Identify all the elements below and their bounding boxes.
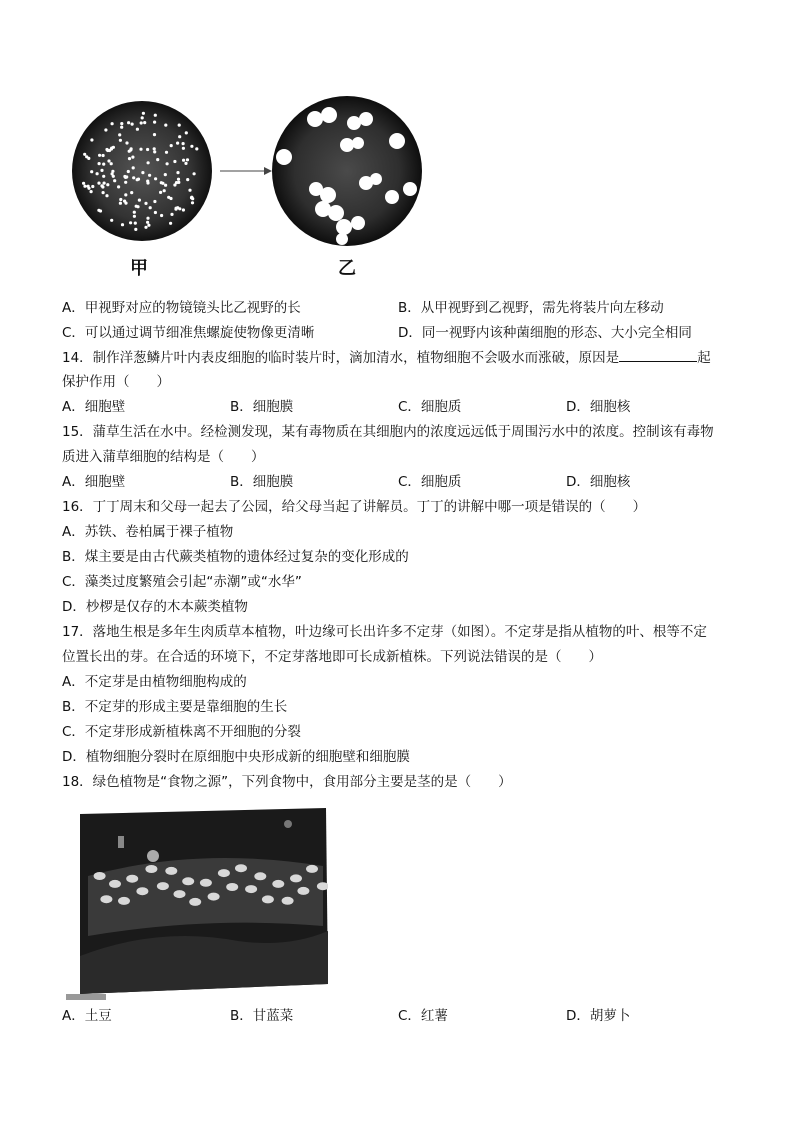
q18-option-b: B．甘蓝菜 — [230, 1008, 294, 1024]
bacteria-dot — [142, 112, 145, 115]
bacteria-dot — [85, 155, 88, 158]
q16-option-c: C．藻类过度繁殖会引起“赤潮”或“水华” — [62, 574, 302, 590]
bacteria-dot — [190, 196, 193, 199]
bacteria-dot — [102, 154, 105, 157]
bacteria-dot — [182, 208, 185, 211]
bacteria-dot — [195, 147, 198, 150]
bacteria-dot — [124, 181, 127, 184]
bacteria-dot — [182, 147, 185, 150]
bacteria-dot — [90, 190, 93, 193]
bacteria-dot — [90, 170, 93, 173]
q14-option-c: C．细胞质 — [398, 399, 462, 415]
bacteria-dot — [83, 153, 86, 156]
bacteria-dot — [98, 162, 101, 165]
bacteria-dot — [119, 198, 122, 201]
plantlet-bud — [235, 864, 247, 872]
bacteria-dot — [106, 183, 109, 186]
q18-option-a: A．土豆 — [62, 1008, 112, 1024]
bacteria-dot — [100, 169, 103, 172]
bacteria-dot — [147, 224, 150, 227]
bacteria-dot — [163, 189, 166, 192]
bacteria-dot — [102, 175, 105, 178]
bacteria-dot — [111, 172, 114, 175]
bacteria-dot — [125, 141, 128, 144]
microscope-views-illustration — [70, 85, 440, 285]
bacteria-dot — [124, 176, 127, 179]
bacteria-dot — [119, 202, 122, 205]
bacteria-dot — [190, 145, 193, 148]
bacteria-dot — [105, 148, 108, 151]
q14-answer-blank — [619, 347, 697, 362]
plantlet-bud — [226, 883, 238, 891]
bacteria-dot — [133, 211, 136, 214]
plantlet-bud — [262, 895, 274, 903]
plantlet-bud — [94, 872, 106, 880]
q18-option-d: D．胡萝卜 — [566, 1008, 631, 1024]
plantlet-bud — [282, 897, 294, 905]
bacteria-dot — [178, 124, 181, 127]
q17-stem-line2: 位置长出的芽。在合适的环境下，不定芽落地即可长成新植株。下列说法错误的是（ ） — [62, 649, 602, 665]
plantlet-bud — [189, 898, 201, 906]
bacteria-dot — [97, 182, 100, 185]
plantlet-bud — [136, 887, 148, 895]
bacteria-dot — [127, 170, 130, 173]
bacteria-dot — [146, 148, 149, 151]
bacteria-dot — [138, 199, 141, 202]
q14-stem-line1 — [62, 347, 711, 368]
q17-option-c: C．不定芽形成新植株离不开细胞的分裂 — [62, 724, 301, 740]
bacteria-dot — [117, 185, 120, 188]
bacteria-dot — [167, 196, 170, 199]
q14-stem-line2: 保护作用（ ） — [62, 374, 170, 390]
bacteria-dot — [148, 174, 151, 177]
plantlet-bud — [118, 897, 130, 905]
bacteria-dot — [118, 133, 121, 136]
bacteria-dot — [169, 222, 172, 225]
bacteria-dot — [102, 163, 105, 166]
plant-photo — [78, 806, 328, 1001]
q13-option-c: C．可以通过调节细准焦螺旋使物像更清晰 — [62, 325, 315, 341]
bacteria-dot — [175, 181, 178, 184]
bacteria-dot — [175, 207, 178, 210]
figure-label-yi: 乙 — [338, 258, 356, 279]
bacteria-dot — [164, 173, 167, 176]
bacteria-dot — [153, 133, 156, 136]
bacteria-dot — [143, 121, 146, 124]
q14-option-a: A．细胞壁 — [62, 399, 126, 415]
bacteria-dot — [134, 228, 137, 231]
microscope-figure — [70, 85, 440, 285]
bacteria-dot — [83, 185, 86, 188]
bacteria-dot — [160, 181, 163, 184]
bacteria-dot — [121, 223, 124, 226]
q13-option-a: A．甲视野对应的物镜镜头比乙视野的长 — [62, 300, 301, 316]
bacteria-dot — [99, 209, 102, 212]
figure-label-jia: 甲 — [130, 258, 148, 279]
bacteria-dot — [133, 215, 136, 218]
bacteria-dot — [146, 217, 149, 220]
q15-stem-line1: 15．蒲草生活在水中。经检测发现，某有毒物质在其细胞内的浓度远远低于周围污水中的浓度。控制该有毒物 — [62, 424, 714, 440]
bacteria-dot — [96, 172, 99, 175]
bacteria-dot — [147, 161, 150, 164]
bacteria-dot — [140, 121, 143, 124]
bacteria-dot — [139, 148, 142, 151]
q15-option-d: D．细胞核 — [566, 474, 631, 490]
bacteria-dot — [132, 166, 135, 169]
bacteria-dot — [153, 200, 156, 203]
bacteria-dot — [82, 182, 85, 185]
bacteria-dot — [130, 147, 133, 150]
bacteria-dot — [154, 177, 157, 180]
bacteria-dot — [146, 180, 149, 183]
q14-stem-tail: 起 — [697, 350, 711, 366]
bacteria-dot — [111, 122, 114, 125]
bacteria-dot — [153, 150, 156, 153]
bacteria-dot — [177, 178, 180, 181]
q17-stem-line1: 17．落地生根是多年生肉质草本植物，叶边缘可长出许多不定芽（如图）。不定芽是指从植物的叶、根等不定 — [62, 624, 707, 640]
plantlet-bud — [272, 880, 284, 888]
q13-option-d: D．同一视野内该种菌细胞的形态、大小完全相同 — [398, 325, 692, 341]
bacteria-dot — [141, 171, 144, 174]
bacteria-dot — [182, 142, 185, 145]
plantlet-bud — [297, 887, 309, 895]
q18-option-c: C．红薯 — [398, 1008, 448, 1024]
bacteria-dot — [127, 121, 130, 124]
plantlet-bud — [208, 893, 220, 901]
bacteria-dot — [176, 171, 179, 174]
bacteria-dot — [131, 156, 134, 159]
bacteria-dot — [186, 158, 189, 161]
bacteria-dot — [185, 131, 188, 134]
q13-option-b: B．从甲视野到乙视野，需先将装片向左移动 — [398, 300, 664, 316]
q17-option-d: D．植物细胞分裂时在原细胞中央形成新的细胞壁和细胞膜 — [62, 749, 410, 765]
bacteria-dot — [119, 139, 122, 142]
plantlet-bud — [174, 890, 186, 898]
bacteria-dot — [90, 138, 93, 141]
plantlet-bud — [126, 875, 138, 883]
plantlet-bud — [157, 882, 169, 890]
bacteria-dot — [101, 185, 104, 188]
bacteria-dot — [105, 194, 108, 197]
bacteria-dot — [136, 178, 139, 181]
plantlet-bud — [145, 865, 157, 873]
bacteria-dot — [164, 184, 167, 187]
bacteria-dot — [112, 146, 115, 149]
plantlet-bud — [254, 872, 266, 880]
bacteria-dot — [102, 191, 105, 194]
bacteria-dot — [113, 179, 116, 182]
plantlet-bud — [109, 880, 121, 888]
bacteria-dot — [193, 172, 196, 175]
bacteria-dot — [110, 219, 113, 222]
bacteria-dot — [129, 221, 132, 224]
plantlet-bud — [200, 879, 212, 887]
bacteria-dot — [134, 222, 137, 225]
q16-option-b: B．煤主要是由古代蕨类植物的遗体经过复杂的变化形成的 — [62, 549, 409, 565]
q16-stem: 16．丁丁周末和父母一起去了公园，给父母当起了讲解员。丁丁的讲解中哪一项是错误的（ ） — [62, 499, 647, 515]
bacteria-dot — [130, 191, 133, 194]
bacteria-dot — [159, 191, 162, 194]
q15-option-c: C．细胞质 — [398, 474, 462, 490]
bacteria-dot — [165, 151, 168, 154]
q17-option-b: B．不定芽的形成主要是靠细胞的生长 — [62, 699, 288, 715]
bacteria-dot — [173, 160, 176, 163]
bacteria-dot — [154, 114, 157, 117]
bacteria-dot — [153, 147, 156, 150]
q18-stem: 18．绿色植物是“食物之源”，下列食物中，食用部分主要是茎的是（ ） — [62, 774, 512, 790]
bacteria-dot — [184, 162, 187, 165]
bacteria-dot — [110, 162, 113, 165]
bacteria-dot — [191, 201, 194, 204]
q16-option-a: A．苏铁、卷柏属于裸子植物 — [62, 524, 234, 540]
bacteria-dot — [178, 135, 181, 138]
bacteria-dot — [136, 128, 139, 131]
bacteria-dot — [120, 126, 123, 129]
bacteria-dot — [149, 206, 152, 209]
bacteria-dot — [128, 157, 131, 160]
bacteria-dot — [170, 213, 173, 216]
bacteria-dot — [91, 185, 94, 188]
q14-option-d: D．细胞核 — [566, 399, 631, 415]
kalanchoe-leaf-image — [78, 806, 328, 1001]
bacteria-dot — [87, 187, 90, 190]
q15-option-b: B．细胞膜 — [230, 474, 294, 490]
bacteria-dot — [107, 159, 110, 162]
bacteria-dot — [144, 202, 147, 205]
q15-stem-line2: 质进入蒲草细胞的结构是（ ） — [62, 449, 265, 465]
bacteria-dot — [144, 226, 147, 229]
bacteria-dot — [146, 221, 149, 224]
q16-option-d: D．杪椤是仅存的木本蕨类植物 — [62, 599, 248, 615]
plantlet-bud — [218, 869, 230, 877]
bacteria-dot — [103, 182, 106, 185]
q14-stem-text: 14．制作洋葱鳞片叶内表皮细胞的临时装片时，滴加清水，植物细胞不会吸水而涨破，原因是 — [62, 350, 620, 366]
bacteria-dot — [141, 116, 144, 119]
bacteria-dot — [176, 142, 179, 145]
q14-option-b: B．细胞膜 — [230, 399, 294, 415]
bacteria-dot — [135, 205, 138, 208]
bacteria-dot — [166, 162, 169, 165]
bacteria-dot — [153, 121, 156, 124]
bacteria-dot — [104, 128, 107, 131]
bacteria-dot — [124, 193, 127, 196]
plantlet-bud — [306, 865, 318, 873]
bacteria-dot — [182, 159, 185, 162]
bacteria-dot — [132, 176, 135, 179]
bacteria-dot — [188, 189, 191, 192]
plantlet-bud — [165, 867, 177, 875]
bacteria-dot — [156, 158, 159, 161]
plantlet-bud — [290, 874, 302, 882]
q17-option-a: A．不定芽是由植物细胞构成的 — [62, 674, 247, 690]
photo-caption-scrap — [66, 994, 106, 1000]
bacteria-dot — [131, 123, 134, 126]
plantlet-bud — [245, 885, 257, 893]
bacteria-dot — [160, 214, 163, 217]
bacteria-dot — [170, 144, 173, 147]
plantlet-bud — [100, 895, 112, 903]
plantlet-bud — [182, 877, 194, 885]
bacteria-dot — [120, 122, 123, 125]
bacteria-dot — [186, 178, 189, 181]
bacteria-dot — [123, 200, 126, 203]
bacteria-dot — [154, 211, 157, 214]
bacteria-dot — [164, 124, 167, 127]
bacteria-dot — [98, 154, 101, 157]
q15-option-a: A．细胞壁 — [62, 474, 126, 490]
